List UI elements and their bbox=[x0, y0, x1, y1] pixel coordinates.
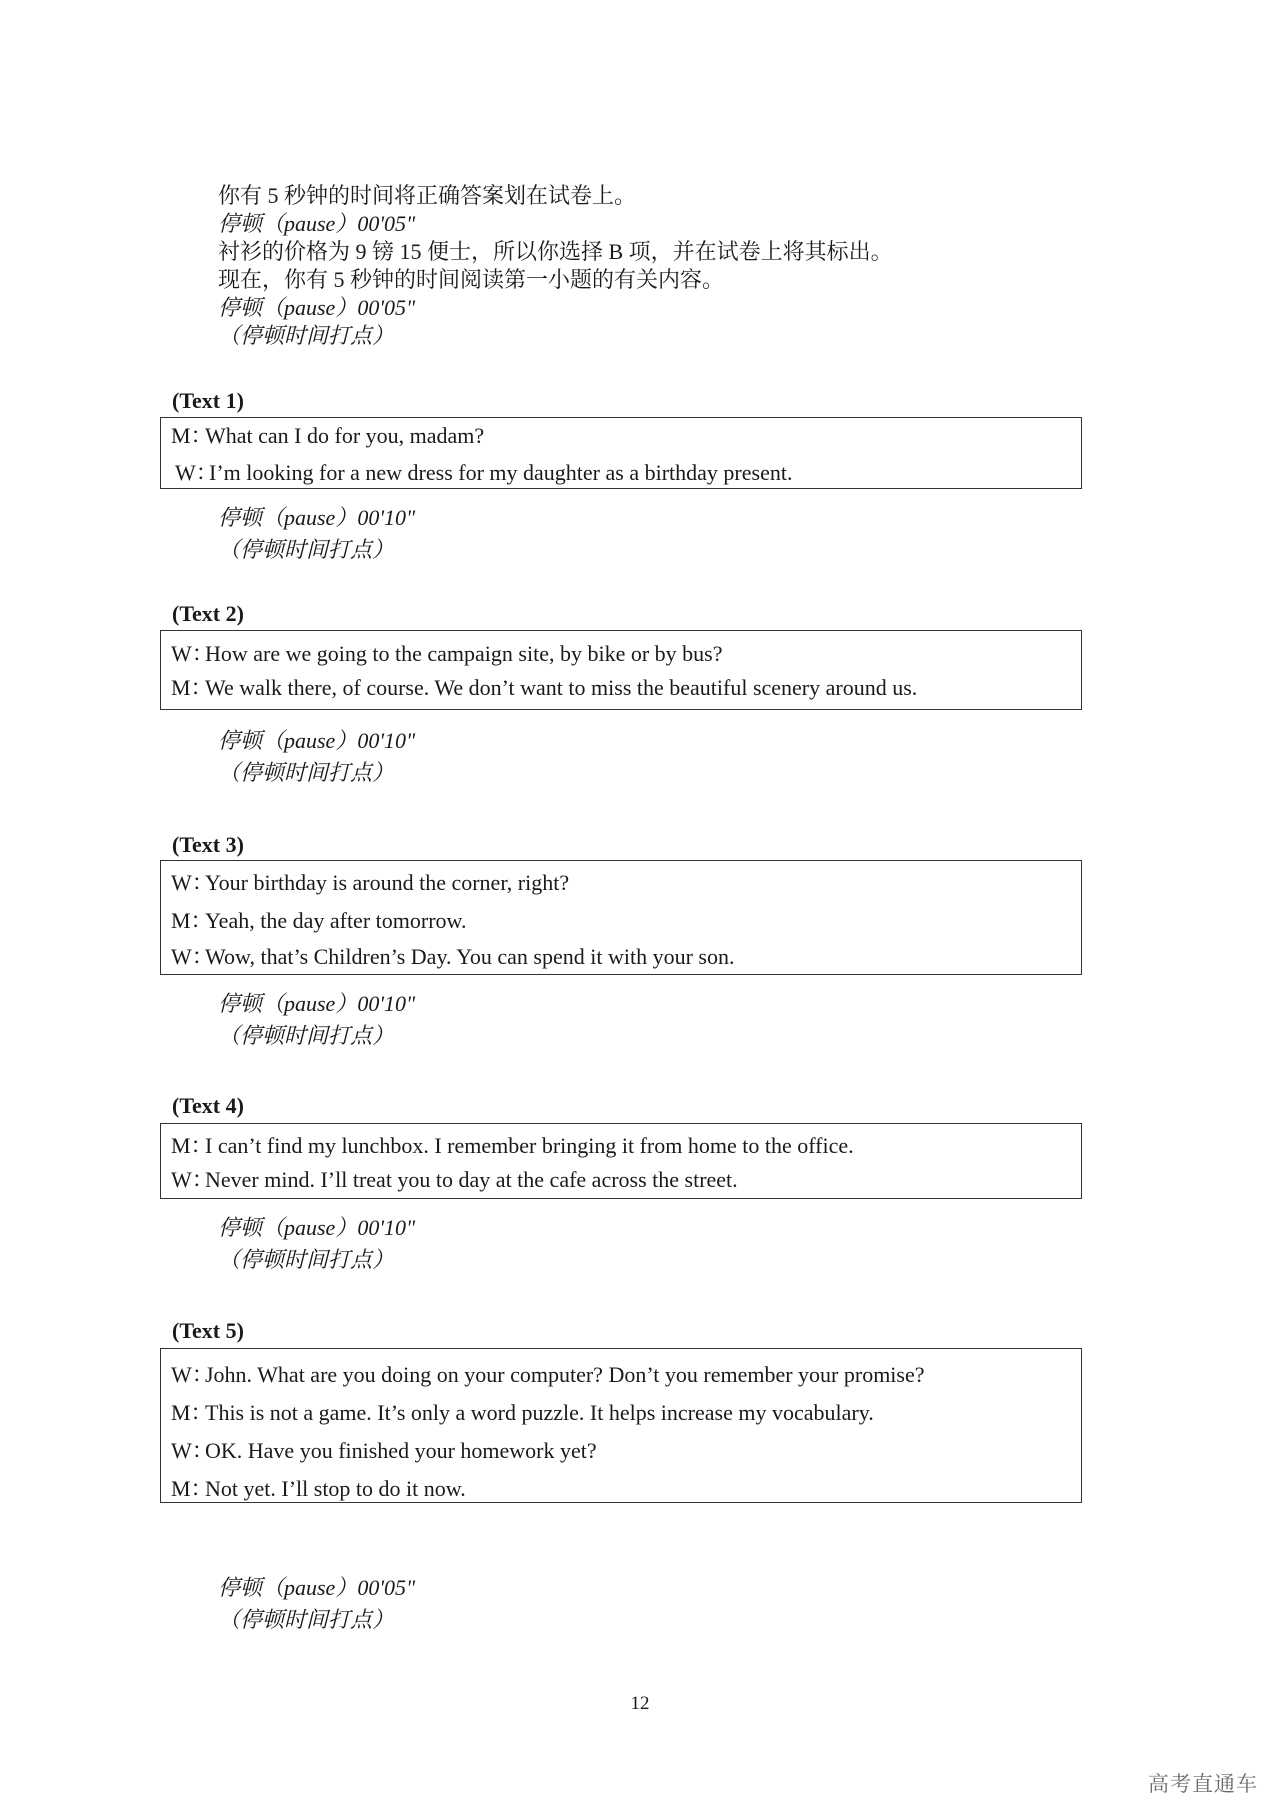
speaker-label: M： bbox=[171, 423, 213, 448]
text-3-dialog-box bbox=[160, 860, 1082, 975]
dialog-content: Your birthday is around the corner, right? bbox=[205, 870, 570, 895]
dialog-content: Not yet. I’ll stop to do it now. bbox=[205, 1476, 466, 1501]
speaker-label: W： bbox=[175, 460, 218, 485]
intro-line: 现在，你有 5 秒钟的时间阅读第一小题的有关内容。 bbox=[218, 267, 725, 292]
dialog-content: OK. Have you finished your homework yet? bbox=[205, 1438, 597, 1463]
intro-pause: 停顿（pause）00'05" bbox=[218, 211, 416, 236]
intro-line: 衬衫的价格为 9 镑 15 便士，所以你选择 B 项，并在试卷上将其标出。 bbox=[218, 239, 893, 264]
dialog-line bbox=[171, 640, 722, 668]
dialog-content: What can I do for you, madam? bbox=[205, 423, 485, 448]
intro-pause: 停顿（pause）00'05" bbox=[218, 295, 416, 320]
speaker-label: M： bbox=[171, 675, 213, 700]
text-1-title: (Text 1) bbox=[172, 388, 244, 413]
dialog-line bbox=[171, 1475, 466, 1503]
text-5-dialog-box bbox=[160, 1348, 1082, 1503]
text-2-dialog-box bbox=[160, 630, 1082, 710]
speaker-label: M： bbox=[171, 1133, 213, 1158]
dialog-content: John. What are you doing on your computer? Don’t you remember your promise? bbox=[205, 1362, 925, 1387]
text-3-title: (Text 3) bbox=[172, 832, 244, 857]
speaker-label: M： bbox=[171, 1400, 213, 1425]
dialog-content: Yeah, the day after tomorrow. bbox=[205, 908, 467, 933]
text-4-pause bbox=[218, 1212, 415, 1276]
speaker-label: W： bbox=[171, 1167, 214, 1192]
dialog-line bbox=[171, 1132, 854, 1160]
dialog-content: How are we going to the campaign site, by bike or by bus? bbox=[205, 641, 723, 666]
text-4-title: (Text 4) bbox=[172, 1093, 244, 1118]
speaker-label: W： bbox=[171, 1438, 214, 1463]
dialog-content: I’m looking for a new dress for my daughter as a birthday present. bbox=[209, 460, 793, 485]
speaker-label: M： bbox=[171, 908, 213, 933]
dialog-line bbox=[171, 422, 484, 450]
dialog-content: We walk there, of course. We don’t want to miss the beautiful scenery around us. bbox=[205, 675, 918, 700]
dialog-content: I can’t find my lunchbox. I remember bringing it from home to the office. bbox=[205, 1133, 854, 1158]
pause-note: （停顿时间打点） bbox=[218, 537, 395, 562]
intro-line: 你有 5 秒钟的时间将正确答案划在试卷上。 bbox=[218, 183, 637, 208]
pause-text: 停顿（pause）00'10" bbox=[218, 505, 416, 530]
dialog-line bbox=[171, 1361, 925, 1389]
dialog-line bbox=[171, 1399, 874, 1427]
dialog-line bbox=[171, 1437, 597, 1465]
intro-pause-note: （停顿时间打点） bbox=[218, 323, 395, 348]
pause-note: （停顿时间打点） bbox=[218, 1607, 395, 1632]
pause-note: （停顿时间打点） bbox=[218, 1247, 395, 1272]
pause-text: 停顿（pause）00'05" bbox=[218, 1575, 416, 1600]
text-1-pause bbox=[218, 502, 415, 566]
dialog-line bbox=[171, 869, 569, 897]
speaker-label: W： bbox=[171, 870, 214, 895]
pause-text: 停顿（pause）00'10" bbox=[218, 991, 416, 1016]
text-5-title: (Text 5) bbox=[172, 1318, 244, 1343]
dialog-content: Never mind. I’ll treat you to day at the cafe across the street. bbox=[205, 1167, 738, 1192]
dialog-line bbox=[171, 1166, 738, 1194]
pause-text: 停顿（pause）00'10" bbox=[218, 728, 416, 753]
page-number: 12 bbox=[630, 1693, 650, 1714]
dialog-line bbox=[171, 907, 467, 935]
dialog-line bbox=[175, 459, 792, 487]
text-5-pause bbox=[218, 1572, 415, 1636]
dialog-line bbox=[171, 943, 734, 971]
text-4-dialog-box bbox=[160, 1123, 1082, 1199]
speaker-label: W： bbox=[171, 944, 214, 969]
watermark: 高考直通车 bbox=[1148, 1772, 1258, 1796]
dialog-content: This is not a game. It’s only a word puzzle. It helps increase my vocabulary. bbox=[205, 1400, 874, 1425]
intro-instructions bbox=[218, 182, 893, 350]
speaker-label: W： bbox=[171, 641, 214, 666]
pause-note: （停顿时间打点） bbox=[218, 1023, 395, 1048]
speaker-label: W： bbox=[171, 1362, 214, 1387]
speaker-label: M： bbox=[171, 1476, 213, 1501]
dialog-line bbox=[171, 674, 917, 702]
text-1-dialog-box bbox=[160, 417, 1082, 489]
pause-text: 停顿（pause）00'10" bbox=[218, 1215, 416, 1240]
dialog-content: Wow, that’s Children’s Day. You can spend it with your son. bbox=[205, 944, 735, 969]
text-2-title: (Text 2) bbox=[172, 601, 244, 626]
text-3-pause bbox=[218, 988, 415, 1052]
text-2-pause bbox=[218, 725, 415, 789]
pause-note: （停顿时间打点） bbox=[218, 760, 395, 785]
